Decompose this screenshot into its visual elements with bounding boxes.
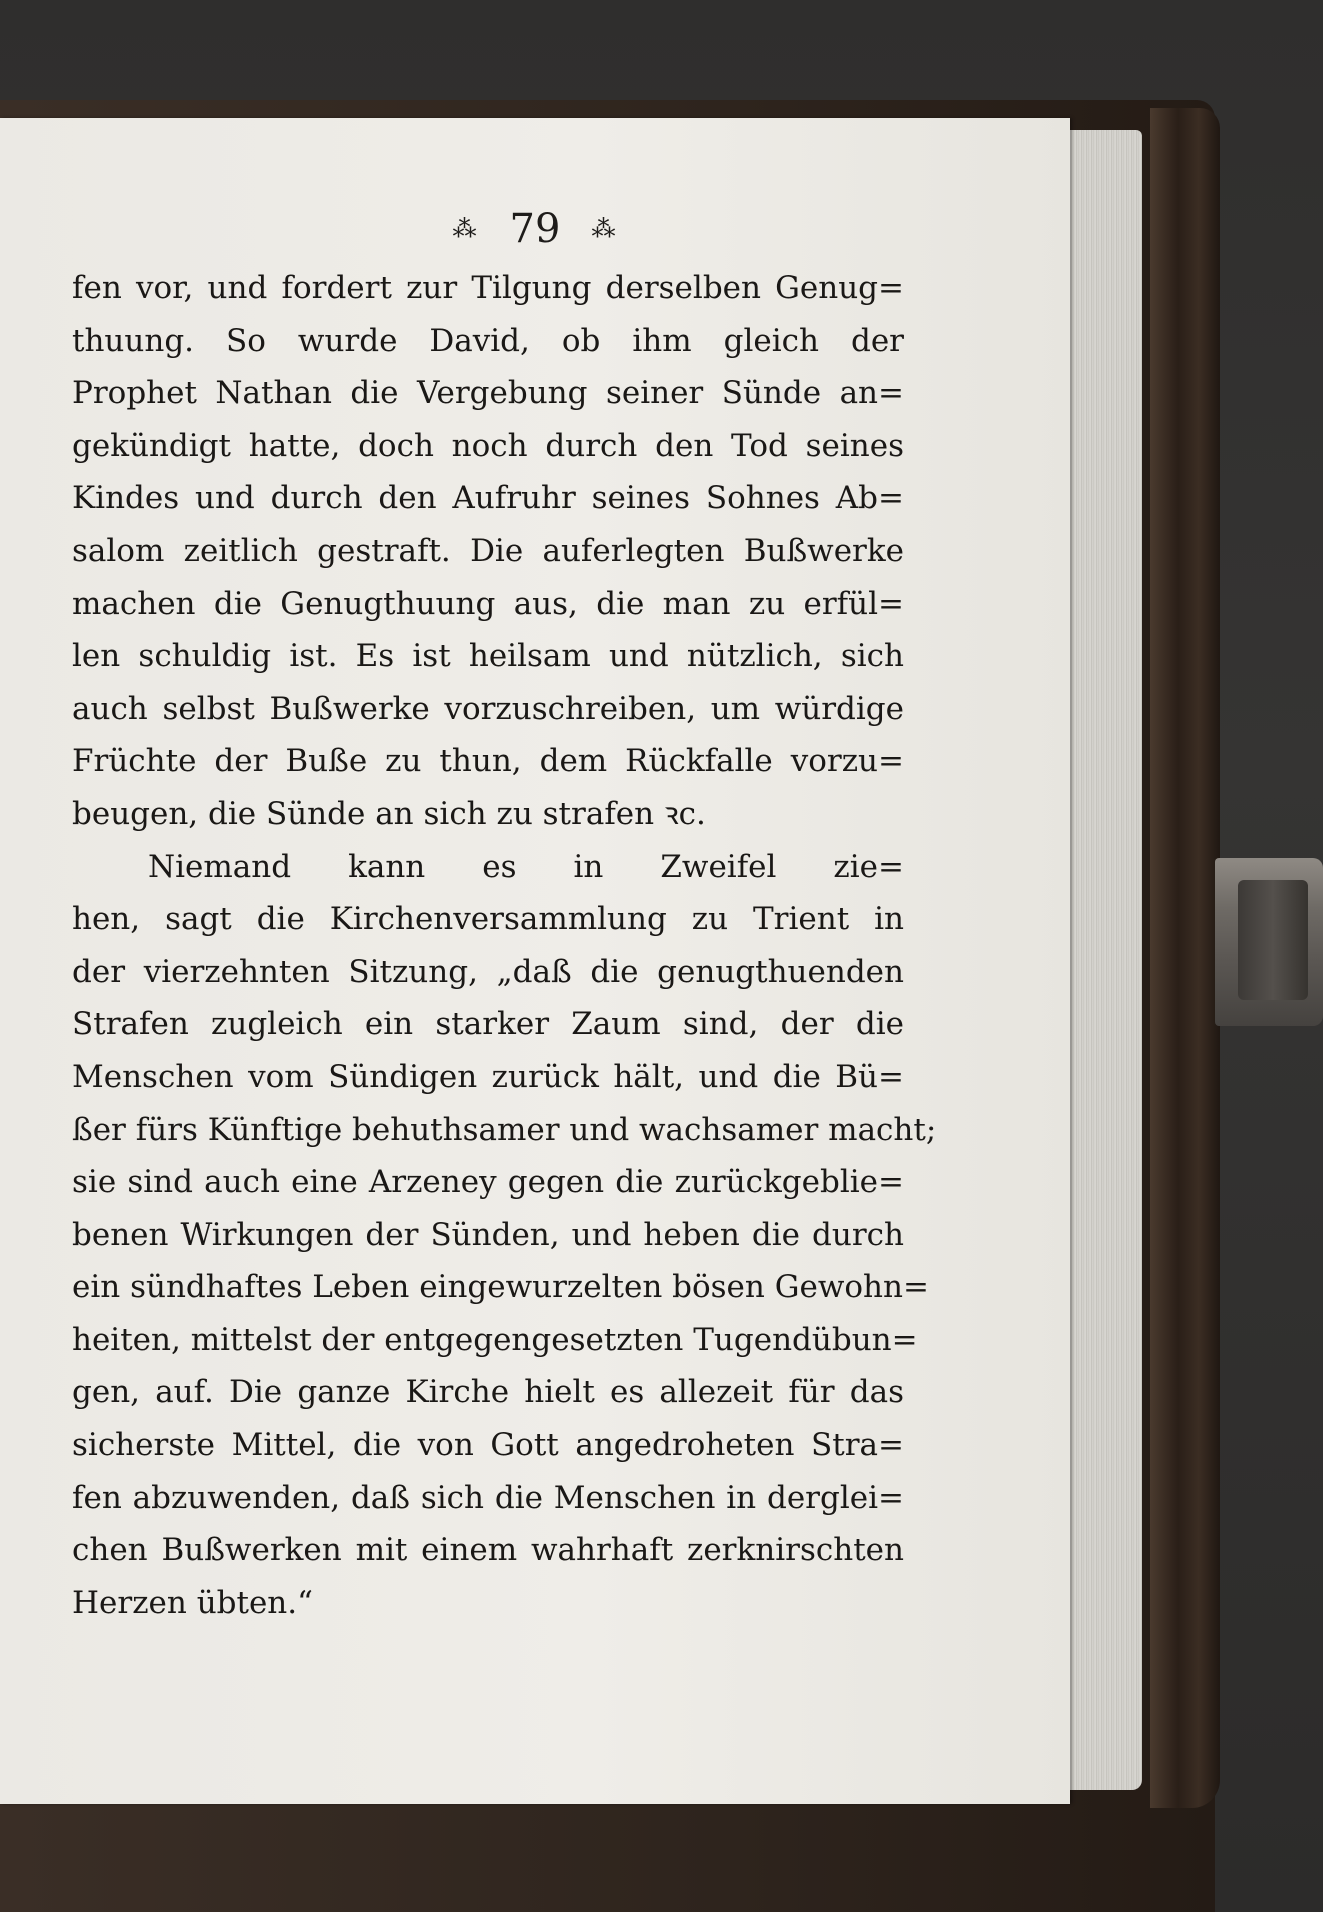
body-text [72, 262, 937, 1629]
text-line: sicherste Mittel, die von Gott angedroheten Stra= [72, 1427, 904, 1464]
text-line: auch selbst Bußwerke vorzuschreiben, um würdige [72, 690, 904, 727]
text-line: fen abzuwenden, daß sich die Menschen in derglei= [72, 1479, 904, 1516]
text-line: heiten, mittelst der entgegengesetzten Tugendübun= [72, 1321, 918, 1358]
text-line: ein sündhaftes Leben eingewurzelten bösen Gewohn= [72, 1269, 929, 1306]
text-line: gen, auf. Die ganze Kirche hielt es allezeit für das [72, 1374, 904, 1411]
clasp-hinge [1238, 880, 1308, 1000]
text-line: ßer fürs Künftige behuthsamer und wachsamer macht; [72, 1111, 937, 1148]
text-line: fen vor, und fordert zur Tilgung derselben Genug= [72, 270, 904, 306]
text-line: der vierzehnten Sitzung, „daß die genugthuenden [72, 953, 904, 990]
text-line: chen Bußwerken mit einem wahrhaft zerknirschten [72, 1532, 904, 1569]
text-line: machen die Genugthuung aus, die man zu erfül= [72, 585, 904, 622]
page-number: 79 [509, 206, 561, 252]
book-cover-edge [1150, 108, 1220, 1808]
page-header [0, 206, 1070, 252]
text-line: Kindes und durch den Aufruhr seines Sohnes Ab= [72, 480, 904, 517]
ornament-left-icon: ⁂ [452, 215, 479, 243]
text-line: thuung. So wurde David, ob ihm gleich der [72, 322, 904, 359]
text-line: Früchte der Buße zu thun, dem Rückfalle vorzu= [72, 743, 904, 780]
text-line: Niemand kann es in Zweifel zie= [148, 848, 904, 885]
text-line: salom zeitlich gestraft. Die auferlegten Bußwerke [72, 532, 904, 569]
text-line: Herzen übten.“ [72, 1584, 313, 1621]
text-line: sie sind auch eine Arzeney gegen die zurückgeblie= [72, 1164, 904, 1201]
text-line: Prophet Nathan die Vergebung seiner Sünde an= [72, 375, 904, 412]
text-line: Strafen zugleich ein starker Zaum sind, der die [72, 1006, 904, 1043]
page-edges [1062, 130, 1142, 1790]
text-line: gekündigt hatte, doch noch durch den Tod seines [72, 427, 904, 464]
text-line: benen Wirkungen der Sünden, und heben die durch [72, 1216, 904, 1253]
text-line: hen, sagt die Kirchenversammlung zu Trient in [72, 901, 904, 938]
text-line: len schuldig ist. Es ist heilsam und nützlich, sich [72, 638, 904, 675]
text-line: beugen, die Sünde an sich zu strafen ꝛc. [72, 795, 706, 832]
text-line: Menschen vom Sündigen zurück hält, und die Bü= [72, 1058, 904, 1095]
ornament-right-icon: ⁂ [591, 215, 618, 243]
